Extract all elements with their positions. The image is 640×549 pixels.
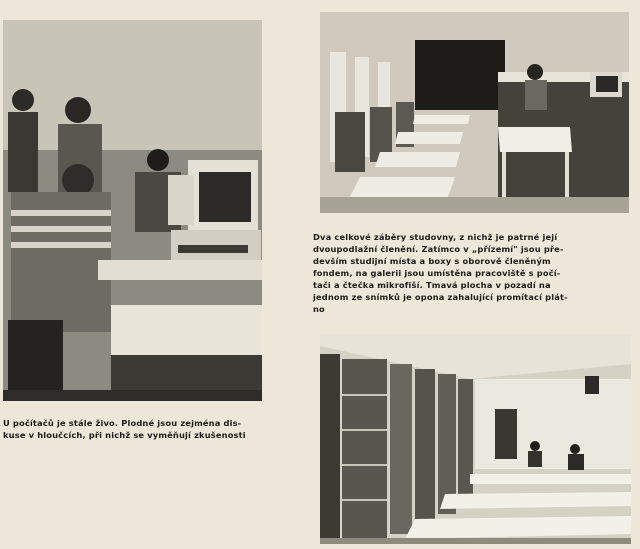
- photo-students-at-computer-image: [3, 20, 262, 401]
- photo-reading-room-ground-floor-image: [320, 12, 629, 213]
- photo-students-at-computer: [3, 20, 262, 401]
- photo-reading-room-gallery-image: [320, 334, 631, 544]
- computers-caption: U počítačů je stále živo. Plodné jsou zejména dis- kuse v hloučcích, při nichž se vyměňují zkušenosti: [3, 418, 246, 440]
- reading-room-caption: Dva celkové záběry studovny, z nichž je patrné její dvoupodlažní členění. Zatímco v „přízemí" jsou pře- devším studijní místa a boxy s oborově členěným fondem, na galerii jsou umístěna pracoviště s počí- tači a čtečka mikrofiší. Tmavá plocha v pozadí na jednom ze snímků je opona zahalující promítací plát- no: [313, 232, 568, 314]
- photo-reading-room-gallery: [320, 334, 631, 544]
- photo-reading-room-ground-floor: [320, 12, 629, 213]
